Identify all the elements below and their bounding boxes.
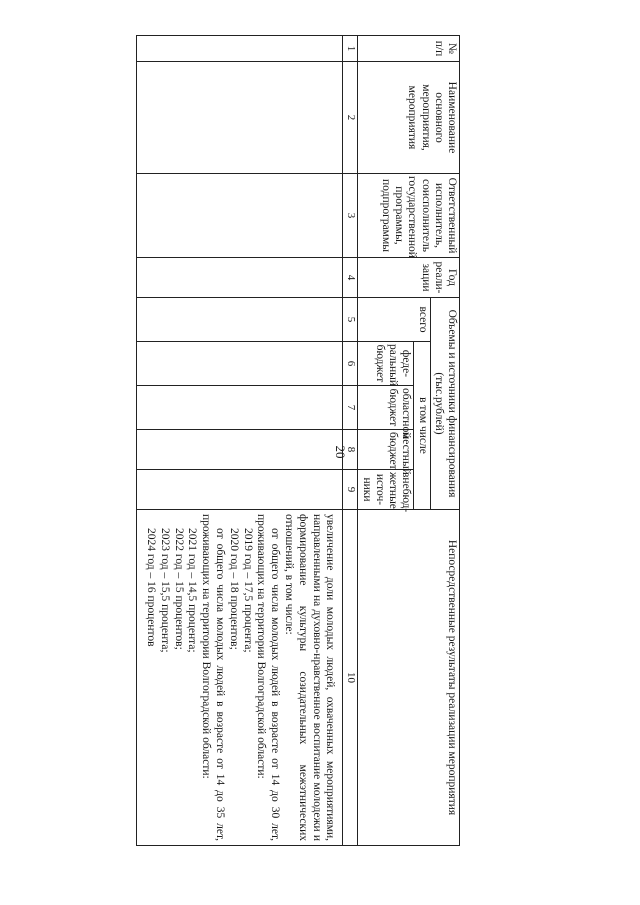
cell-regional: [137, 386, 343, 430]
column-number: 1: [343, 36, 358, 62]
cell-offbudget: [137, 470, 343, 510]
result-year-2022: 2022 год – 15 процентов;: [172, 528, 185, 650]
header-federal: феде-ральный бюджет: [358, 342, 414, 386]
header-offbudget: внебюд-жетные источ-ники: [358, 470, 414, 510]
header-total: всего: [358, 298, 430, 342]
header-year: Год реали-зации: [358, 258, 460, 298]
cell-local: [137, 430, 343, 470]
column-number: 9: [343, 470, 358, 510]
cell-executor: [137, 174, 343, 258]
cell-number: [137, 36, 343, 62]
column-number: 8: [343, 430, 358, 470]
cell-activity-name: [137, 62, 343, 174]
result-group1-title: от общего числа молодых людей в возрасте от 14 до 30 лет, проживающих на территории Волгоградской области:: [255, 514, 282, 842]
header-including: в том числе: [414, 342, 430, 510]
cell-federal: [137, 342, 343, 386]
header-row-1: [430, 36, 459, 846]
header-number: № п/п: [358, 36, 460, 62]
column-number: 2: [343, 62, 358, 174]
result-year-2020: 2020 год – 18 процентов;: [227, 528, 240, 650]
column-number: 7: [343, 386, 358, 430]
header-executor: Ответственный исполнитель, соисполнитель государственной программы, подпрограммы: [358, 174, 460, 258]
result-group2-title: от общего числа молодых людей в возрасте от 14 до 35 лет, проживающих на территории Волгоградской области:: [200, 514, 227, 842]
header-regional: областной бюджет: [358, 386, 414, 430]
column-number: 5: [343, 298, 358, 342]
cell-total: [137, 298, 343, 342]
column-number: 10: [343, 510, 358, 846]
header-results: Непосредственные результаты реализации мероприятия: [358, 510, 460, 846]
result-year-2021: 2021 год – 14,5 процента;: [186, 528, 199, 653]
rotated-table-container: [30, 35, 460, 845]
column-number-row: [343, 36, 358, 846]
result-year-2024: 2024 год – 16 процентов: [145, 528, 158, 647]
header-local: местный бюджет: [358, 430, 414, 470]
column-number: 6: [343, 342, 358, 386]
table-row: [137, 36, 343, 846]
result-year-2023: 2023 год – 15,5 процента;: [158, 528, 171, 653]
cell-year: [137, 258, 343, 298]
header-activity-name: Наименование основного мероприятия, мероприятия: [358, 62, 460, 174]
column-number: 4: [343, 258, 358, 298]
page-number: 20: [333, 445, 348, 459]
result-intro: увеличение доли молодых людей, охваченных мероприятиями, направленными на духовно-нравственное воспитание молодежи и формирование культуры созидательных межэтнических отношений, в том числе:: [283, 514, 337, 842]
header-funding: Объемы и источники финансирования (тыс.рублей): [430, 298, 459, 510]
cell-results: [137, 510, 343, 846]
funding-table: [136, 35, 460, 846]
column-number: 3: [343, 174, 358, 258]
result-year-2019: 2019 год – 17,5 процента;: [241, 528, 254, 653]
